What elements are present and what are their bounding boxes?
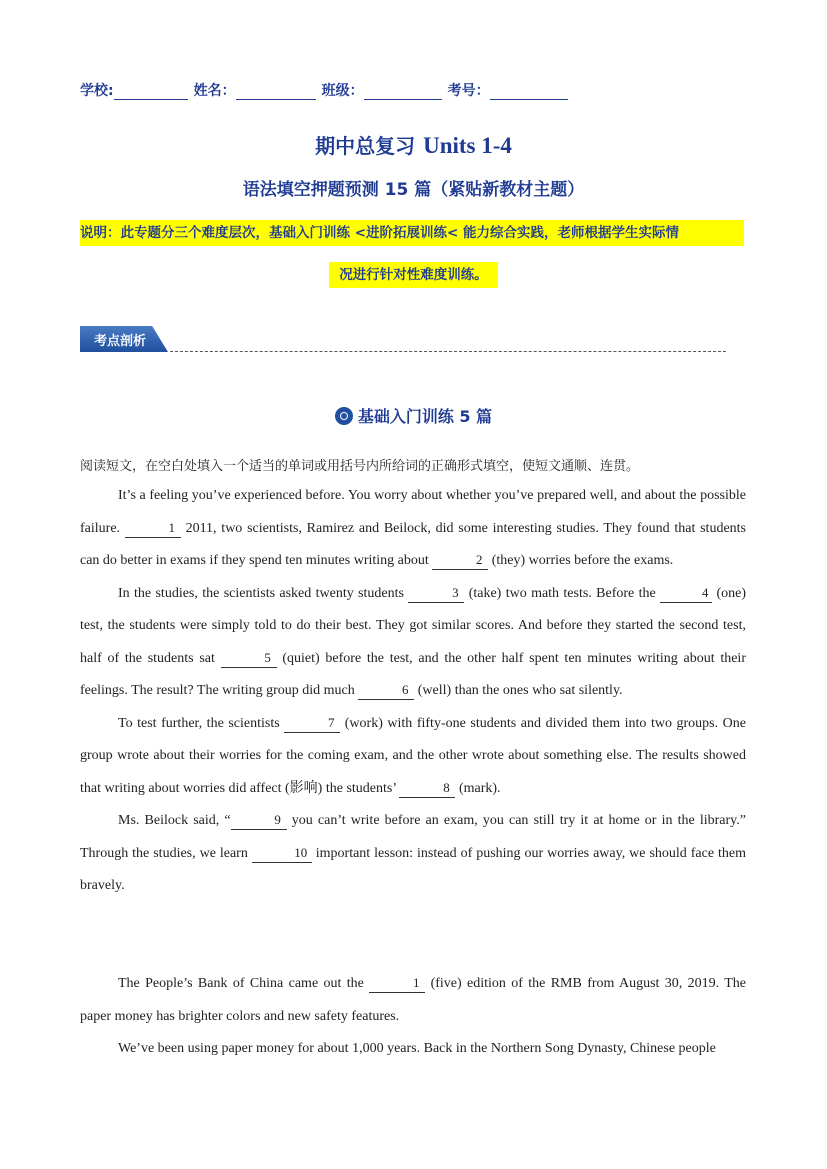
note-line-2: 况进行针对性难度训练。 [329,262,498,288]
title-cn: 期中总复习 [315,134,416,158]
passage-1-paragraph-3 [80,708,746,806]
text-run: (well) than the ones who sat silently. [414,683,623,698]
blank-6[interactable]: 6 [358,681,414,700]
section-tag [80,326,172,352]
text-run: 2011, two scientists, Ramirez and Beilock, did some interesting studies. They found that students can do better in exams if they spend ten minutes writing about [80,520,746,568]
text-run: To test further, the scientists [118,715,285,731]
name-label: 姓名： [193,83,236,99]
blank-5[interactable]: 5 [221,649,277,668]
passage-2-paragraph-1 [80,968,746,1033]
exam-no-label: 考号： [447,83,490,99]
blank-8[interactable]: 8 [399,779,455,798]
blank-3[interactable]: 3 [408,584,464,603]
section-title: 基础入门训练 5 篇 [357,407,493,426]
passage-1-paragraph-1 [80,480,746,578]
passage-1 [80,480,746,903]
text-run: (take) two math tests. Before the [464,585,661,601]
passage-2-paragraph-2: We’ve been using paper money for about 1,000 years. Back in the Northern Song Dynasty, Chinese people [118,1041,716,1056]
tag-label: 考点剖析 [94,334,147,349]
text-run: (one) test, the students were simply told to do their best. They got similar scores. And before they started the second test, half of the students sat [80,585,746,666]
text-run: you can’t write before an exam, you can still try it at home or in the library.” Through the studies, we learn [80,813,746,861]
section-bullet-icon [335,407,353,425]
note-line-1: 说明：此专题分三个难度层次，基础入门训练 <进阶拓展训练< 能力综合实践，老师根据学生实际情 [80,220,744,246]
student-info-line [80,80,574,100]
page-subtitle: 语法填空押题预测 15 篇（紧贴新教材主题） [242,180,585,200]
dashed-divider [170,351,726,352]
passage-1-paragraph-2 [80,578,746,708]
passage-2 [80,968,746,1066]
school-field[interactable] [114,83,188,100]
text-run: important lesson: instead of pushing our worries away, we should face them bravely. [80,845,746,893]
text-run: (five) edition of the RMB from August 30, 2019. The paper money has brighter colors and new safety features. [80,976,747,1024]
text-run: The People’s Bank of China came out the [118,976,370,991]
blank-7[interactable]: 7 [284,714,340,733]
text-run: (quiet) before the test, and the other half spent ten minutes writing about their feelings. The result? The writing group did much [80,650,746,698]
section-heading [0,404,827,427]
class-label: 班级： [321,83,364,99]
page-title [0,130,827,159]
blank-10[interactable]: 10 [252,844,312,863]
text-run: (work) with fifty-one students and divided them into two groups. One group wrote about their worries for the coming exam, and the other wrote about something else. The results showed that writing about worries did affect (影响) the students’ [80,715,746,796]
text-run: (they) worries before the exams. [488,553,674,568]
passage-1-paragraph-4 [80,805,746,903]
blank-9[interactable]: 9 [231,811,287,830]
name-field[interactable] [236,83,316,100]
blank-2[interactable]: 2 [432,551,488,570]
blank-1[interactable]: 1 [125,519,181,538]
title-en: Units 1-4 [423,133,512,158]
blank-4[interactable]: 4 [660,584,712,603]
class-field[interactable] [364,83,442,100]
school-label: 学校: [80,83,114,99]
instruction-text: 阅读短文，在空白处填入一个适当的单词或用括号内所给词的正确形式填空，使短文通顺、连贯。 [80,459,640,474]
text-run: Ms. Beilock said, “ [118,813,231,828]
blank-1[interactable]: 1 [369,974,425,993]
text-run: (mark). [455,780,501,796]
text-run: It’s a feeling you’ve experienced before. You worry about whether you’ve prepared well, and about the possible failure. [80,488,746,536]
exam-no-field[interactable] [490,83,568,100]
text-run: In the studies, the scientists asked twenty students [118,585,409,601]
